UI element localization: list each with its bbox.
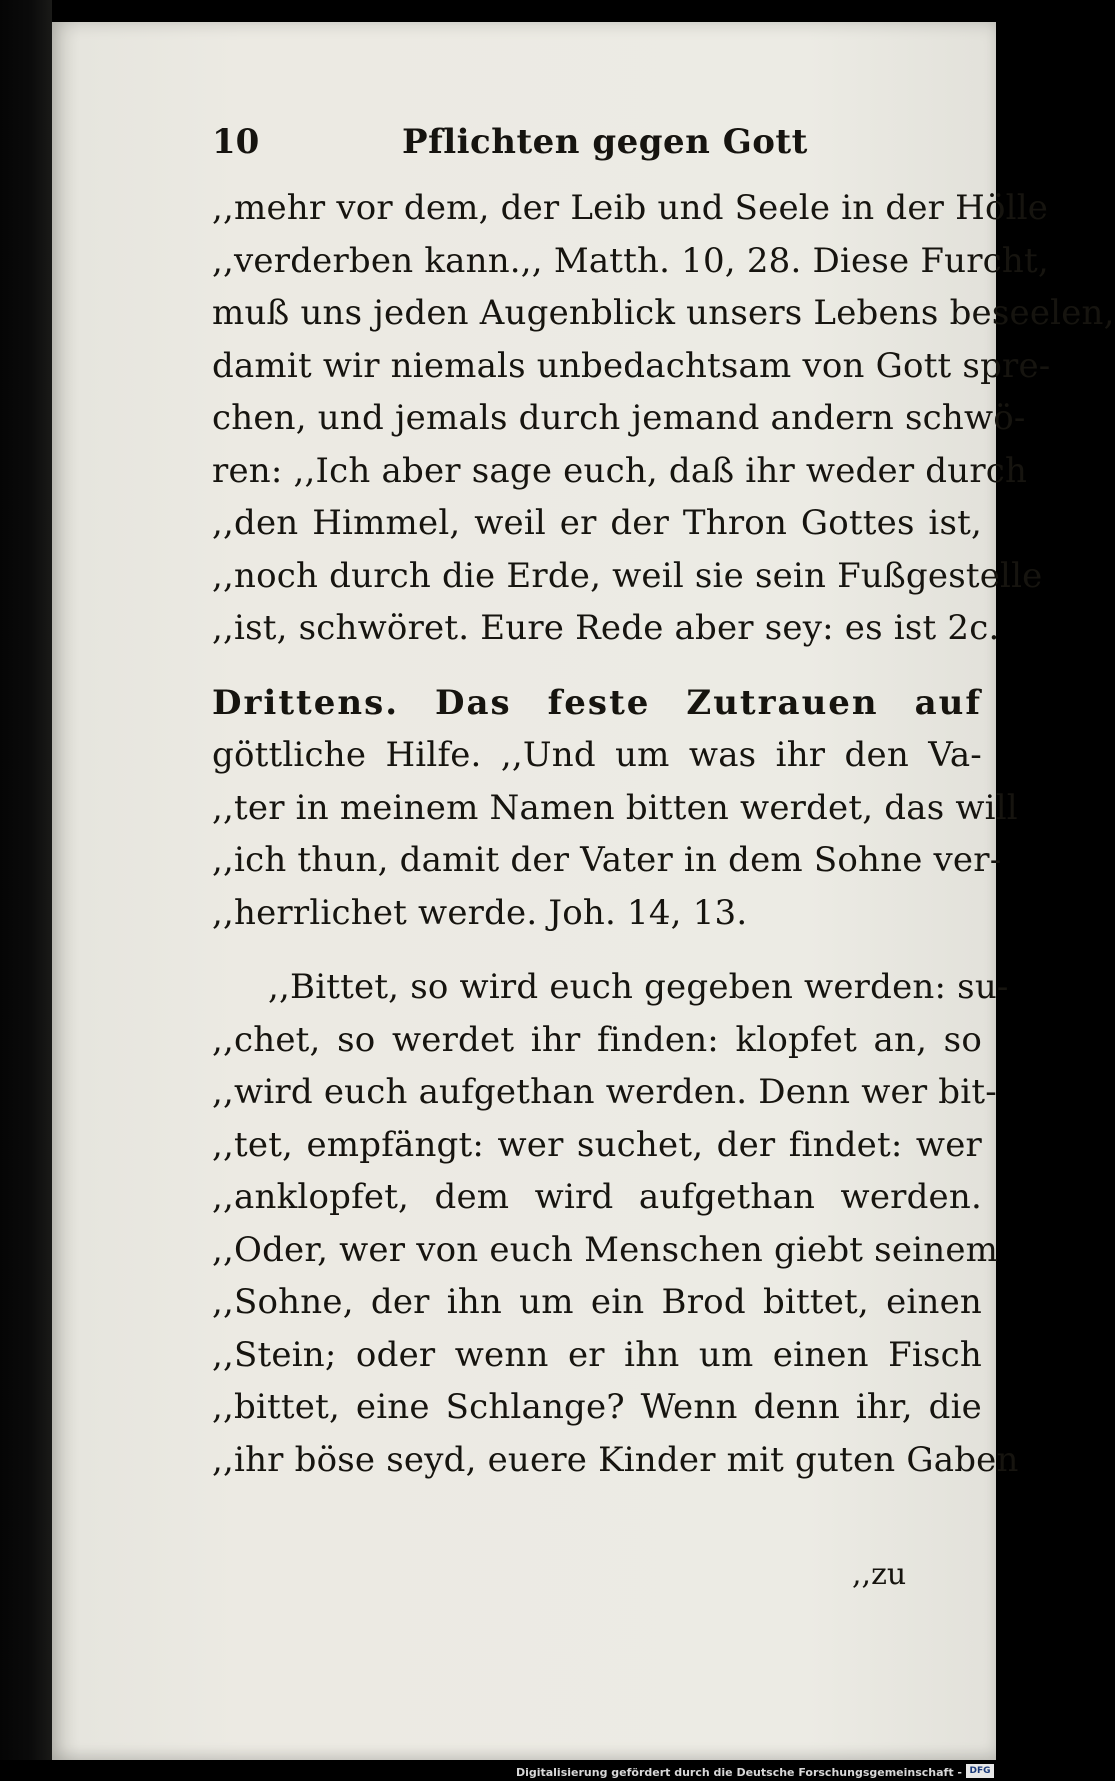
text-line: damit wir niemals unbedachtsam von Gott spre- — [212, 345, 1051, 386]
text-line: ,,chet, so werdet ihr finden: klopfet an, so — [212, 1019, 982, 1060]
section-heading-line: Drittens. Das feste Zutrauen auf — [212, 682, 982, 723]
text-line: ,,verderben kann.,, Matth. 10, 28. Diese Furcht, — [212, 240, 1049, 281]
text-line: ,,Bittet, so wird euch gegeben werden: su- — [268, 967, 1009, 1007]
running-title: Pflichten gegen Gott — [402, 122, 808, 162]
text-line: ,,noch durch die Erde, weil sie sein Fußgestelle — [212, 555, 1043, 596]
book-page — [52, 22, 1115, 1760]
text-line: muß uns jeden Augenblick unsers Lebens beseelen, — [212, 293, 1115, 333]
text-line: göttliche Hilfe. ,,Und um was ihr den Va- — [212, 735, 982, 775]
text-line: ,,ihr böse seyd, euere Kinder mit guten Gaben — [212, 1439, 1019, 1480]
page-number: 10 — [212, 122, 260, 162]
text-line: ,,bittet, eine Schlange? Wenn denn ihr, die — [212, 1387, 982, 1427]
text-line: ,,ter in meinem Namen bitten werdet, das will — [212, 787, 1018, 828]
paragraph-3 — [212, 961, 1019, 1486]
text-line: ,,wird euch aufgethan werden. Denn wer bit- — [212, 1072, 997, 1112]
digitization-credit: Digitalisierung gefördert durch die Deutsche Forschungsgemeinschaft - — [515, 1766, 962, 1779]
text-line: ,,den Himmel, weil er der Thron Gottes ist, — [212, 503, 982, 543]
text-line: ,,ist, schwöret. Eure Rede aber sey: es ist 2c. — [212, 608, 1000, 648]
text-line: ,,Stein; oder wenn er ihn um einen Fisch — [212, 1334, 982, 1375]
text-line: ,,anklopfet, dem wird aufgethan werden. — [212, 1177, 982, 1217]
text-line: ,,Sohne, der ihn um ein Brod bittet, einen — [212, 1282, 982, 1322]
footer-bar — [0, 1760, 1000, 1781]
text-line: ,,tet, empfängt: wer suchet, der findet: wer — [212, 1124, 982, 1165]
scan-dark-edge — [0, 0, 52, 1781]
paragraph-1 — [212, 182, 1115, 655]
running-head — [212, 122, 982, 178]
paragraph-2 — [212, 677, 1018, 940]
text-line: ren: ,,Ich aber sage euch, daß ihr weder durch — [212, 450, 1028, 491]
dfg-logo-icon: DFG — [966, 1764, 994, 1778]
page-content — [212, 122, 1115, 1592]
text-line: ,,herrlichet werde. Joh. 14, 13. — [212, 892, 748, 933]
catchword: ,,zu — [852, 1557, 907, 1592]
text-line: ,,mehr vor dem, der Leib und Seele in der Hölle — [212, 188, 1049, 228]
text-line: ,,Oder, wer von euch Menschen giebt seinem — [212, 1229, 999, 1270]
text-line: chen, und jemals durch jemand andern schwö- — [212, 398, 1026, 438]
text-line: ,,ich thun, damit der Vater in dem Sohne ver- — [212, 840, 1002, 880]
